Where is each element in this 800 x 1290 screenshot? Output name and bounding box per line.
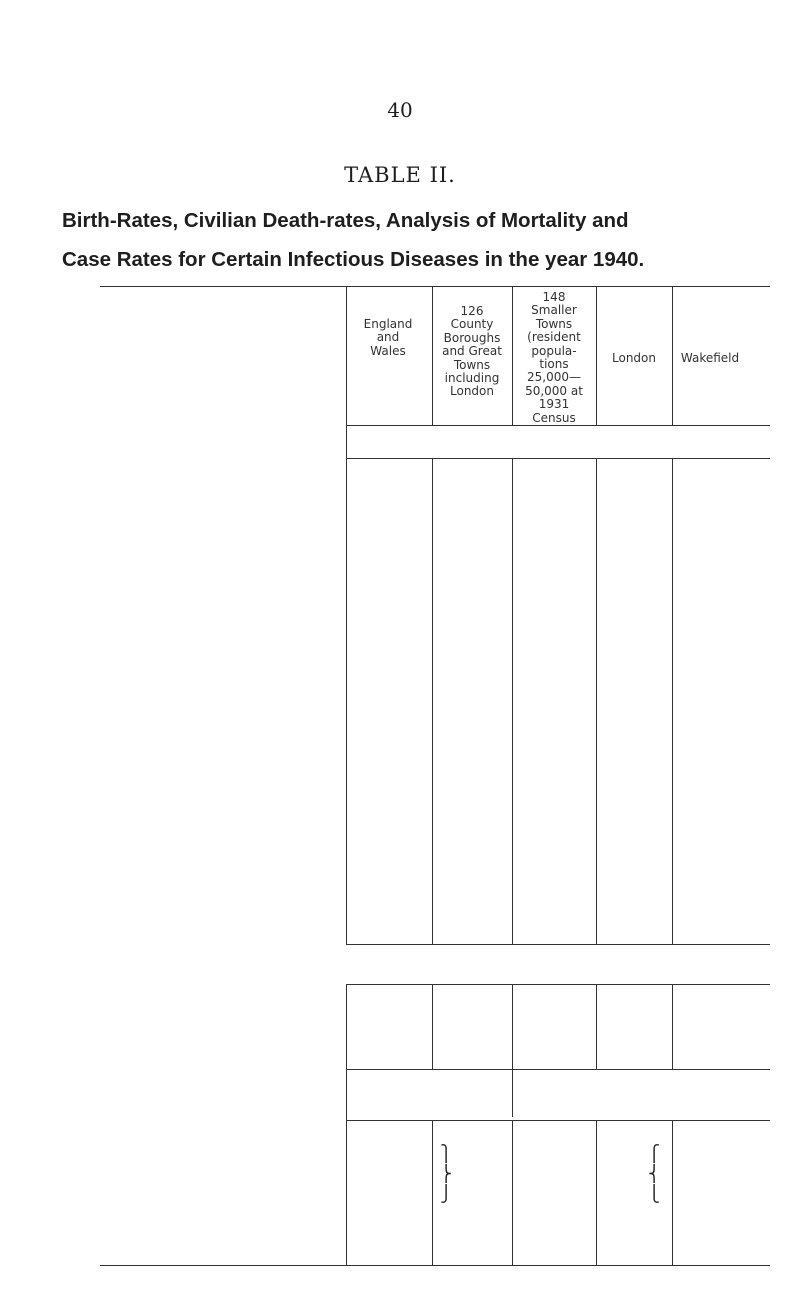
column-divider (346, 286, 347, 425)
column-header-line: 25,000— (527, 370, 581, 385)
column-divider (432, 984, 433, 1069)
column-divider (346, 458, 347, 944)
column-header-line: London (612, 351, 656, 365)
column-header-line: England (363, 317, 413, 331)
column-divider (672, 458, 673, 944)
column-header-line: London (450, 384, 494, 399)
left-brace: ⎫ ⎬ ⎭ (440, 1144, 452, 1203)
column-divider (512, 1120, 513, 1265)
table-title: TABLE II. (344, 163, 456, 187)
column-header-line: Towns (453, 357, 491, 372)
column-divider (346, 984, 347, 1069)
column-divider (512, 458, 513, 944)
column-header-line: including (444, 371, 500, 386)
column-header-line: Boroughs (443, 330, 501, 345)
column-header-line: 50,000 at (525, 383, 583, 398)
right-brace: ⎧ ⎨ ⎩ (648, 1144, 660, 1203)
column-divider (432, 1120, 433, 1265)
section-rule (346, 944, 770, 945)
column-divider (596, 286, 597, 425)
column-divider (346, 425, 347, 458)
column-header-line: Census (532, 410, 576, 425)
column-header-line: 1931 (538, 397, 570, 412)
column-header-line: County (450, 317, 494, 332)
table-top-rule (100, 286, 770, 287)
column-divider (672, 984, 673, 1069)
column-header-line: and (376, 330, 400, 345)
column-divider (596, 458, 597, 944)
page-number: 40 (387, 98, 413, 122)
table-bottom-rule (100, 1265, 770, 1266)
column-header-county_boroughs (430, 305, 514, 399)
table-heading-line-2: Case Rates for Certain Infectious Diseases in the year 1940. (62, 248, 645, 271)
column-header-line: Towns (535, 316, 573, 331)
column-divider (512, 286, 513, 425)
column-divider (432, 286, 433, 425)
column-header-line: tions (539, 357, 569, 372)
column-header-line: Wales (370, 343, 406, 358)
section-rule (346, 458, 770, 459)
column-header-england (346, 318, 430, 358)
column-divider (596, 984, 597, 1069)
column-header-london (592, 352, 676, 365)
column-header-line: popula- (531, 343, 577, 358)
column-header-smaller_towns (512, 291, 596, 425)
column-header-line: and Great (442, 344, 502, 359)
column-header-line: (resident (527, 330, 581, 345)
column-divider (672, 1120, 673, 1265)
column-divider (596, 1120, 597, 1265)
column-header-line: Wakefield (680, 351, 740, 365)
column-header-line: 148 (542, 290, 566, 304)
column-header-line: Smaller (531, 303, 577, 318)
column-divider (512, 1069, 513, 1117)
section-rule (346, 1069, 770, 1070)
section-rule (346, 984, 770, 985)
table-heading-line-1: Birth-Rates, Civilian Death-rates, Analysis of Mortality and (62, 209, 629, 232)
column-header-line: 126 (460, 304, 484, 318)
column-header-wakefield (668, 352, 752, 365)
column-divider (672, 286, 673, 425)
header-bottom-rule (346, 425, 770, 426)
section-rule (346, 1120, 770, 1121)
column-divider (432, 458, 433, 944)
column-divider (346, 1069, 347, 1265)
column-divider (512, 984, 513, 1069)
